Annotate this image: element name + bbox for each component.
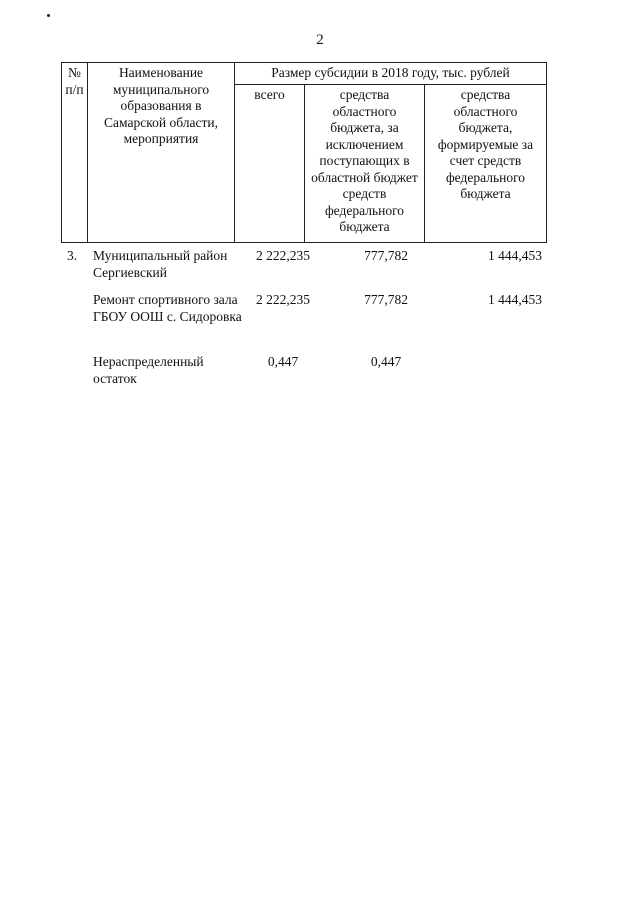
row-regional: 777,782 (364, 248, 408, 263)
row-name: Ремонт спортивного зала ГБОУ ООШ с. Сидоровка (93, 292, 242, 324)
row-regional: 0,447 (370, 354, 402, 369)
page-number: 2 (316, 32, 324, 48)
header-num: № п/п (62, 63, 88, 243)
row-federal: 1 444,453 (488, 292, 542, 307)
header-federal: средства областного бюджета, формируемые за счет средств федерального бюджета (425, 85, 547, 243)
header-subsidy-group: Размер субсидии в 2018 году, тыс. рублей (235, 63, 547, 85)
scan-speck (47, 14, 50, 17)
row-name: Нераспределенный остаток (93, 354, 204, 386)
row-federal: 1 444,453 (488, 248, 542, 263)
row-total: 2 222,235 (256, 248, 310, 263)
row-num: 3. (67, 248, 78, 263)
subsidy-table-header (61, 62, 547, 243)
row-name: Муниципальный район Сергиевский (93, 248, 228, 280)
row-total: 2 222,235 (256, 292, 310, 307)
row-total: 0,447 (267, 354, 299, 369)
header-total: всего (235, 85, 305, 243)
row-regional: 777,782 (364, 292, 408, 307)
header-regional: средства областного бюджета, за исключением поступающих в областной бюджет средств федерального бюджета (305, 85, 425, 243)
header-name: Наименование муниципального образования в Самарской области, мероприятия (88, 63, 235, 243)
